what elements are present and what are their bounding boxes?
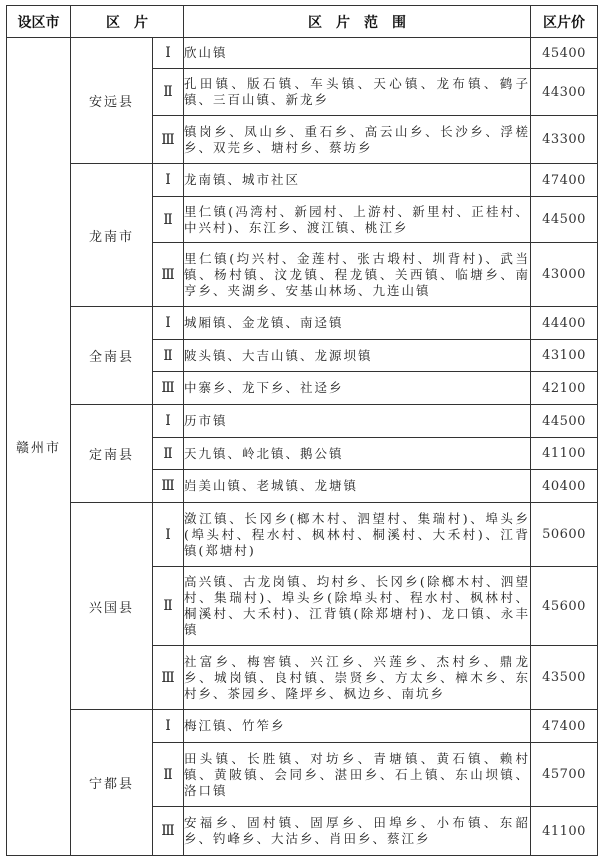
range-cell: 潋江镇、长冈乡(榔木村、泗望村、集瑞村)、埠头乡(埠头村、程水村、枫林村、桐溪村、大禾村)、江背镇(郑塘村) xyxy=(184,503,531,567)
county-cell: 宁都县 xyxy=(71,710,153,856)
land-price-zone-table xyxy=(6,5,598,856)
price-cell: 43300 xyxy=(531,116,598,164)
range-cell: 田头镇、长胜镇、对坊乡、青塘镇、黄石镇、赖村镇、黄陂镇、会同乡、湛田乡、石上镇、东山坝镇、洛口镇 xyxy=(184,743,531,807)
price-cell: 47400 xyxy=(531,164,598,197)
range-cell: 龙南镇、城市社区 xyxy=(184,164,531,197)
range-cell: 欣山镇 xyxy=(184,38,531,69)
grade-cell: Ⅰ xyxy=(153,307,184,340)
price-cell: 41100 xyxy=(531,438,598,470)
range-cell: 天九镇、岭北镇、鹅公镇 xyxy=(184,438,531,470)
price-cell: 44300 xyxy=(531,69,598,116)
range-cell: 陂头镇、大吉山镇、龙源坝镇 xyxy=(184,340,531,372)
table-row xyxy=(7,307,598,340)
price-cell: 43100 xyxy=(531,340,598,372)
price-cell: 43000 xyxy=(531,243,598,307)
grade-cell: Ⅲ xyxy=(153,243,184,307)
county-cell: 全南县 xyxy=(71,307,153,405)
grade-cell: Ⅱ xyxy=(153,567,184,646)
grade-cell: Ⅰ xyxy=(153,503,184,567)
price-cell: 42100 xyxy=(531,372,598,405)
table-row xyxy=(7,38,598,69)
grade-cell: Ⅲ xyxy=(153,807,184,856)
grade-cell: Ⅱ xyxy=(153,743,184,807)
table-row xyxy=(7,405,598,438)
header-range: 区 片 范 围 xyxy=(184,6,531,38)
range-cell: 历市镇 xyxy=(184,405,531,438)
range-cell: 高兴镇、古龙岗镇、均村乡、长冈乡(除榔木村、泗望村、集瑞村)、埠头乡(除埠头村、程水村、枫林村、桐溪村、大禾村)、江背镇(除郑塘村)、龙口镇、永丰镇 xyxy=(184,567,531,646)
table-row xyxy=(7,710,598,743)
grade-cell: Ⅰ xyxy=(153,710,184,743)
grade-cell: Ⅰ xyxy=(153,405,184,438)
range-cell: 安福乡、固村镇、固厚乡、田埠乡、小布镇、东韶乡、钓峰乡、大沽乡、肖田乡、蔡江乡 xyxy=(184,807,531,856)
county-cell: 龙南市 xyxy=(71,164,153,307)
range-cell: 孔田镇、版石镇、车头镇、天心镇、龙布镇、鹤子镇、三百山镇、新龙乡 xyxy=(184,69,531,116)
price-cell: 45400 xyxy=(531,38,598,69)
grade-cell: Ⅱ xyxy=(153,69,184,116)
header-zone: 区 片 xyxy=(71,6,184,38)
price-cell: 41100 xyxy=(531,807,598,856)
price-cell: 43500 xyxy=(531,646,598,710)
range-cell: 里仁镇(均兴村、金莲村、张古塅村、圳背村)、武当镇、杨村镇、汶龙镇、程龙镇、关西镇、临塘乡、南亨乡、夹湖乡、安基山林场、九连山镇 xyxy=(184,243,531,307)
price-cell: 50600 xyxy=(531,503,598,567)
county-cell: 安远县 xyxy=(71,38,153,164)
price-cell: 40400 xyxy=(531,470,598,503)
city-cell: 赣州市 xyxy=(7,38,71,856)
header-row xyxy=(7,6,598,38)
grade-cell: Ⅲ xyxy=(153,470,184,503)
grade-cell: Ⅲ xyxy=(153,372,184,405)
county-cell: 定南县 xyxy=(71,405,153,503)
table-row xyxy=(7,503,598,567)
range-cell: 梅江镇、竹笮乡 xyxy=(184,710,531,743)
range-cell: 里仁镇(冯湾村、新园村、上游村、新里村、正桂村、中兴村)、东江乡、渡江镇、桃江乡 xyxy=(184,197,531,243)
price-cell: 44400 xyxy=(531,307,598,340)
grade-cell: Ⅱ xyxy=(153,197,184,243)
grade-cell: Ⅲ xyxy=(153,646,184,710)
grade-cell: Ⅱ xyxy=(153,340,184,372)
grade-cell: Ⅲ xyxy=(153,116,184,164)
price-cell: 45700 xyxy=(531,743,598,807)
range-cell: 社富乡、梅窖镇、兴江乡、兴莲乡、杰村乡、鼎龙乡、城岗镇、良村镇、崇贤乡、方太乡、樟木乡、东村乡、茶园乡、隆坪乡、枫边乡、南坑乡 xyxy=(184,646,531,710)
grade-cell: Ⅱ xyxy=(153,438,184,470)
table-row xyxy=(7,164,598,197)
header-city: 设区市 xyxy=(7,6,71,38)
grade-cell: Ⅰ xyxy=(153,164,184,197)
price-cell: 45600 xyxy=(531,567,598,646)
range-cell: 中寨乡、龙下乡、社迳乡 xyxy=(184,372,531,405)
price-cell: 47400 xyxy=(531,710,598,743)
range-cell: 城厢镇、金龙镇、南迳镇 xyxy=(184,307,531,340)
price-cell: 44500 xyxy=(531,197,598,243)
range-cell: 镇岗乡、凤山乡、重石乡、高云山乡、长沙乡、浮槎乡、双芫乡、塘村乡、蔡坊乡 xyxy=(184,116,531,164)
range-cell: 岿美山镇、老城镇、龙塘镇 xyxy=(184,470,531,503)
grade-cell: Ⅰ xyxy=(153,38,184,69)
county-cell: 兴国县 xyxy=(71,503,153,710)
header-price: 区片价 xyxy=(531,6,598,38)
table-body xyxy=(7,38,598,856)
price-cell: 44500 xyxy=(531,405,598,438)
